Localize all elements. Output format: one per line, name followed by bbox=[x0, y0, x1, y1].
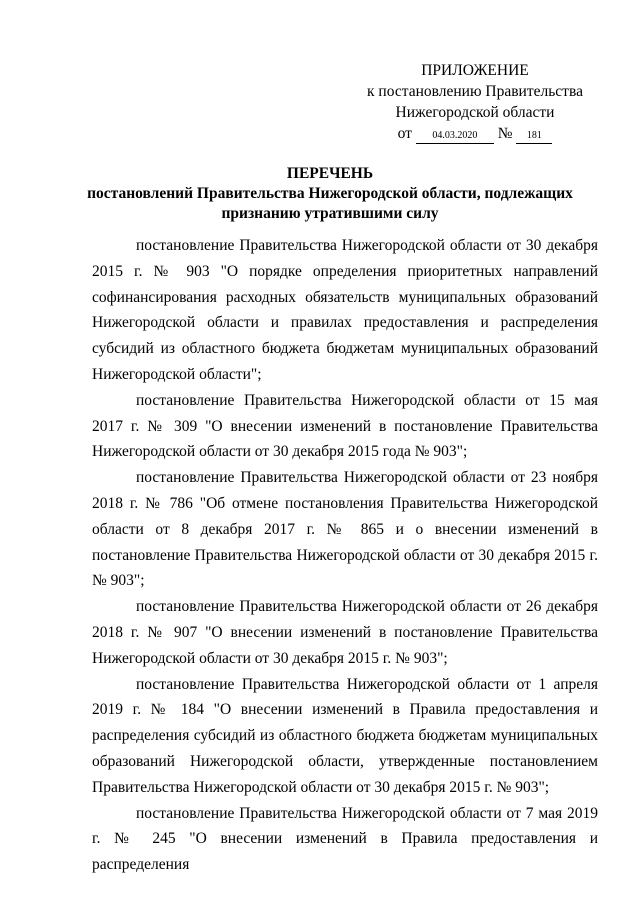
number-value: 181 bbox=[516, 129, 552, 144]
heading-subtitle-line-2: признанию утратившими силу bbox=[221, 205, 439, 222]
heading-title: ПЕРЕЧЕНЬ bbox=[286, 165, 374, 182]
appendix-title: ПРИЛОЖЕНИЕ bbox=[421, 62, 529, 79]
list-item: постановление Правительства Нижегородской области от 7 мая 2019 г. № 245 "О внесении изменений в Правила предоставления и распределения bbox=[92, 804, 598, 874]
list-item: постановление Правительства Нижегородской области от 30 декабря 2015 г. № 903 "О порядке определения приоритетных направлений софинансирования расходных обязательств муниципальных образований Нижегородской области и правилах предоставления и распределения субсидий из областного бюджета бюджетам муниципальных образований Нижегородской области"; bbox=[92, 237, 598, 383]
appendix-header bbox=[340, 60, 610, 144]
list-item: постановление Правительства Нижегородской области от 15 мая 2017 г. № 309 "О внесении изменений в постановление Правительства Нижегородской области от 30 декабря 2015 года № 903"; bbox=[92, 391, 598, 461]
document-heading bbox=[80, 164, 580, 224]
appendix-line-3: Нижегородской области bbox=[395, 104, 555, 121]
list-item: постановление Правительства Нижегородской области от 26 декабря 2018 г. № 907 "О внесении изменений в постановление Правительства Нижегородской области от 30 декабря 2015 г. № 903"; bbox=[92, 598, 598, 667]
list-item: постановление Правительства Нижегородской области от 23 ноября 2018 г. № 786 "Об отмене постановления Правительства Нижегородской области от 8 декабря 2017 г. № 865 и о внесении изменений в постановление Правительства Нижегородской области от 30 декабря 2015 г. № 903"; bbox=[92, 469, 598, 590]
appendix-line-2: к постановлению Правительства bbox=[367, 83, 583, 100]
heading-subtitle-line-1: постановлений Правительства Нижегородской области, подлежащих bbox=[87, 185, 573, 202]
number-sign: № bbox=[497, 125, 513, 142]
date-prefix: от bbox=[397, 125, 412, 142]
document-body bbox=[92, 233, 598, 878]
date-value: 04.03.2020 bbox=[416, 129, 494, 144]
list-item: постановление Правительства Нижегородской области от 1 апреля 2019 г. № 184 "О внесении изменений в Правила предоставления и распределения субсидий из областного бюджета бюджетам муниципальных образований Нижегородской области, утвержденные постановлением Правительства Нижегородской области от 30 декабря 2015 г. № 903"; bbox=[92, 675, 598, 796]
appendix-date-line bbox=[340, 123, 610, 144]
